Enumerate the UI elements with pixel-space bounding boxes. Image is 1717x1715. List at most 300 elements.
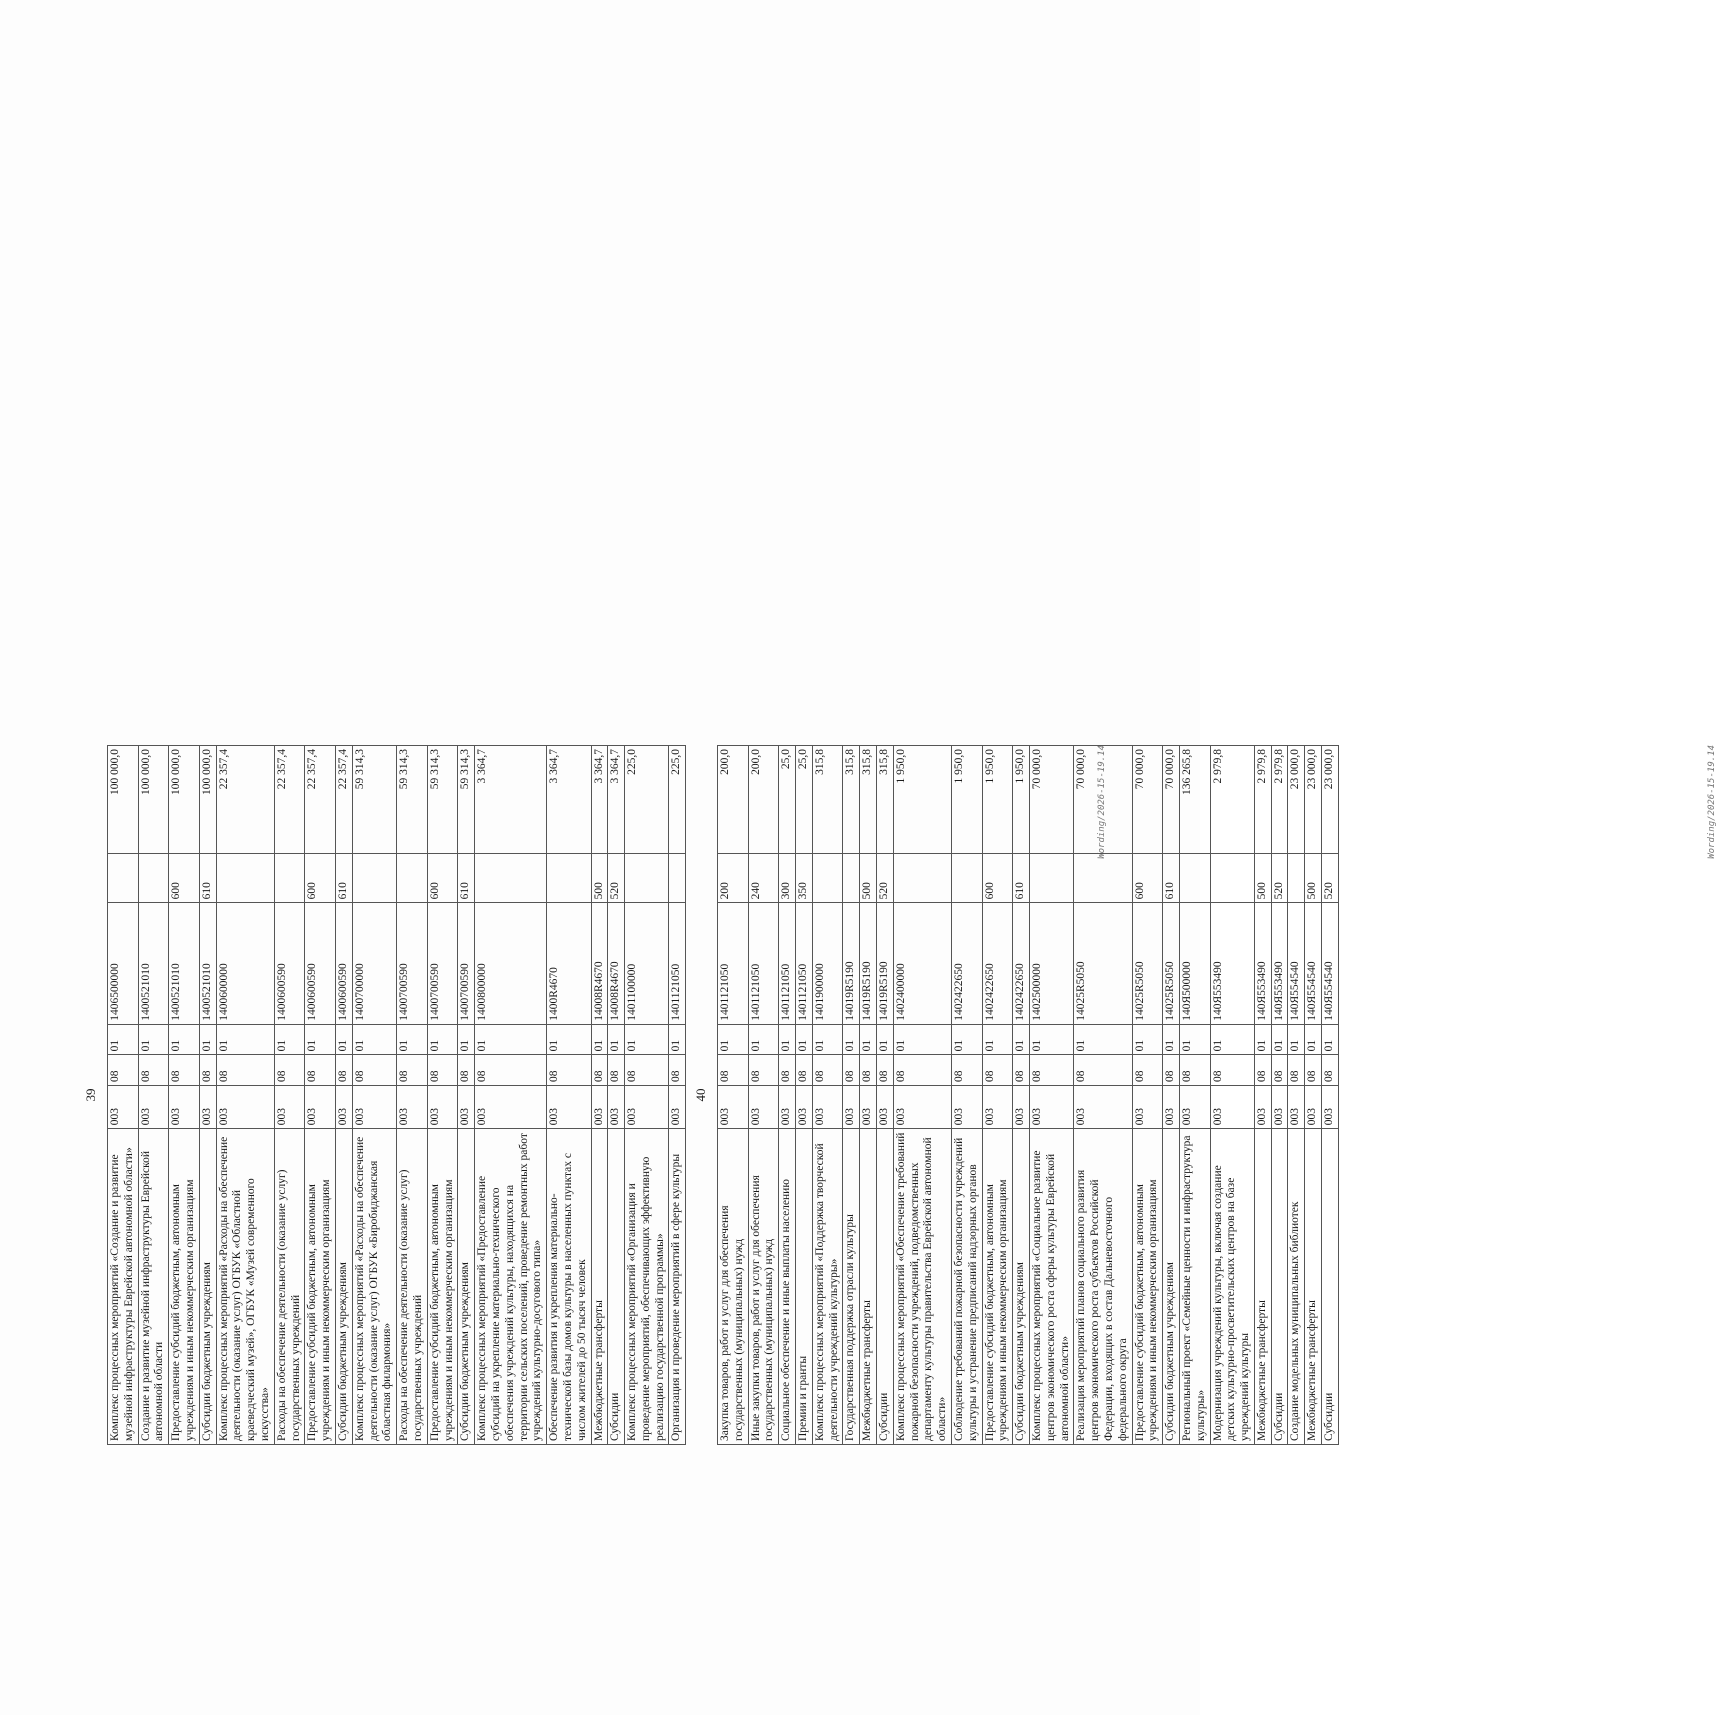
row-subsection-cell: 01	[397, 1024, 428, 1055]
table-row	[427, 746, 458, 1445]
row-expense-type-cell	[138, 853, 169, 903]
row-expense-type-cell: 300	[779, 853, 796, 903]
row-expense-type-cell	[843, 853, 860, 903]
row-expense-type-cell: 500	[1305, 853, 1322, 903]
row-amount-cell: 3 364,7	[475, 746, 547, 854]
row-org-code-cell: 003	[951, 1086, 982, 1129]
row-org-code-cell: 003	[1132, 1086, 1163, 1129]
row-target-article-cell: 1400600590	[274, 903, 305, 1024]
row-section-cell: 08	[274, 1055, 305, 1086]
row-subsection-cell: 01	[335, 1024, 352, 1055]
row-expense-type-cell: 240	[748, 853, 779, 903]
row-subsection-cell: 01	[1322, 1024, 1339, 1055]
document-id-stamp: Wording/2026-15-19.14	[1707, 745, 1717, 859]
table-row	[305, 746, 336, 1445]
row-expense-type-cell	[397, 853, 428, 903]
row-section-cell: 08	[779, 1055, 796, 1086]
row-name-cell: Межбюджетные трансферты	[1254, 1129, 1271, 1445]
row-expense-type-cell: 600	[1132, 853, 1163, 903]
row-org-code-cell: 003	[169, 1086, 200, 1129]
row-target-article-cell: 1400700590	[397, 903, 428, 1024]
row-target-article-cell: 1402500000	[1029, 903, 1073, 1024]
table-row	[812, 746, 843, 1445]
row-subsection-cell: 01	[169, 1024, 200, 1055]
budget-table	[717, 745, 1339, 1445]
table-row	[458, 746, 475, 1445]
row-subsection-cell: 01	[718, 1024, 749, 1055]
row-target-article-cell: 1400600000	[216, 903, 274, 1024]
row-name-cell: Субсидии бюджетным учреждениям	[1013, 1129, 1030, 1445]
row-org-code-cell: 003	[199, 1086, 216, 1129]
row-name-cell: Комплекс процессных мероприятий «Организация и проведение мероприятий, обеспечивающих эффективную реализацию государственной программы»	[625, 1129, 669, 1445]
row-org-code-cell: 003	[718, 1086, 749, 1129]
row-expense-type-cell: 350	[795, 853, 812, 903]
table-row	[843, 746, 860, 1445]
row-target-article-cell: 14019R5190	[860, 903, 877, 1024]
row-name-cell: Государственная поддержка отрасли культуры	[843, 1129, 860, 1445]
row-amount-cell: 25,0	[795, 746, 812, 854]
row-name-cell: Межбюджетные трансферты	[1305, 1129, 1322, 1445]
table-row	[1163, 746, 1180, 1445]
row-org-code-cell: 003	[1013, 1086, 1030, 1129]
row-section-cell: 08	[1029, 1055, 1073, 1086]
row-org-code-cell: 003	[843, 1086, 860, 1129]
row-section-cell: 08	[475, 1055, 547, 1086]
row-section-cell: 08	[352, 1055, 396, 1086]
row-expense-type-cell	[1029, 853, 1073, 903]
row-section-cell: 08	[138, 1055, 169, 1086]
row-name-cell: Предоставление субсидий бюджетным, автономным учреждениям и иным некоммерческим организациям	[1132, 1129, 1163, 1445]
document-id-stamp: Wording/2026-15-19.14	[1097, 745, 1107, 859]
row-org-code-cell: 003	[475, 1086, 547, 1129]
row-name-cell: Премии и гранты	[795, 1129, 812, 1445]
row-amount-cell: 3 364,7	[591, 746, 608, 854]
row-subsection-cell: 01	[591, 1024, 608, 1055]
row-expense-type-cell: 600	[305, 853, 336, 903]
row-section-cell: 08	[812, 1055, 843, 1086]
row-section-cell: 08	[1013, 1055, 1030, 1086]
row-subsection-cell: 01	[860, 1024, 877, 1055]
row-target-article-cell: 1402422650	[982, 903, 1013, 1024]
row-target-article-cell: 1400700000	[352, 903, 396, 1024]
row-section-cell: 08	[1254, 1055, 1271, 1086]
row-target-article-cell: 1402422650	[1013, 903, 1030, 1024]
row-subsection-cell: 01	[779, 1024, 796, 1055]
row-section-cell: 08	[1179, 1055, 1210, 1086]
row-target-article-cell: 1402422650	[951, 903, 982, 1024]
row-org-code-cell: 003	[1254, 1086, 1271, 1129]
row-subsection-cell: 01	[352, 1024, 396, 1055]
row-expense-type-cell	[475, 853, 547, 903]
row-name-cell: Организация и проведение мероприятий в сфере культуры	[669, 1129, 686, 1445]
row-org-code-cell: 003	[591, 1086, 608, 1129]
table-row	[876, 746, 893, 1445]
row-amount-cell: 100 000,0	[199, 746, 216, 854]
row-expense-type-cell	[951, 853, 982, 903]
row-name-cell: Расходы на обеспечение деятельности (оказание услуг) государственных учреждений	[397, 1129, 428, 1445]
row-name-cell: Комплекс процессных мероприятий «Обеспечение требований пожарной безопасности учреждений, подведомственных департаменту культуры правительства Еврейской автономной области»	[893, 1129, 951, 1445]
row-expense-type-cell: 600	[169, 853, 200, 903]
budget-table-body	[718, 746, 1339, 1445]
table-row	[1013, 746, 1030, 1445]
table-row	[274, 746, 305, 1445]
row-expense-type-cell: 520	[608, 853, 625, 903]
row-expense-type-cell	[812, 853, 843, 903]
row-amount-cell: 70 000,0	[1074, 746, 1132, 854]
row-section-cell: 08	[795, 1055, 812, 1086]
row-amount-cell: 70 000,0	[1163, 746, 1180, 854]
row-org-code-cell: 003	[795, 1086, 812, 1129]
row-amount-cell: 100 000,0	[169, 746, 200, 854]
row-section-cell: 08	[1074, 1055, 1132, 1086]
row-section-cell: 08	[625, 1055, 669, 1086]
row-amount-cell: 22 357,4	[216, 746, 274, 854]
row-amount-cell: 1 950,0	[1013, 746, 1030, 854]
row-amount-cell: 22 357,4	[335, 746, 352, 854]
row-amount-cell: 25,0	[779, 746, 796, 854]
row-subsection-cell: 01	[305, 1024, 336, 1055]
row-org-code-cell: 003	[397, 1086, 428, 1129]
table-row	[138, 746, 169, 1445]
row-target-article-cell: 14008R4670	[608, 903, 625, 1024]
table-row	[779, 746, 796, 1445]
table-row	[982, 746, 1013, 1445]
row-name-cell: Субсидии бюджетным учреждениям	[458, 1129, 475, 1445]
row-name-cell: Соблюдение требований пожарной безопасности учреждений культуры и устранение предписаний надзорных органов	[951, 1129, 982, 1445]
row-section-cell: 08	[1210, 1055, 1254, 1086]
row-expense-type-cell	[1288, 853, 1305, 903]
row-target-article-cell: 140Я500000	[1179, 903, 1210, 1024]
row-target-article-cell: 14025R5050	[1074, 903, 1132, 1024]
row-target-article-cell: 1400700590	[427, 903, 458, 1024]
row-org-code-cell: 003	[458, 1086, 475, 1129]
budget-table	[107, 745, 686, 1445]
row-name-cell: Комплекс процессных мероприятий «Создание и развитие музейной инфраструктуры Еврейской автономной области»	[108, 1129, 139, 1445]
row-subsection-cell: 01	[108, 1024, 139, 1055]
row-subsection-cell: 01	[608, 1024, 625, 1055]
row-org-code-cell: 003	[1163, 1086, 1180, 1129]
row-subsection-cell: 01	[748, 1024, 779, 1055]
row-name-cell: Обеспечение развития и укрепления материально-технической базы домов культуры в населенных пунктах с числом жителей до 50 тысяч человек	[547, 1129, 591, 1445]
row-org-code-cell: 003	[138, 1086, 169, 1129]
row-amount-cell: 200,0	[718, 746, 749, 854]
table-row	[1254, 746, 1271, 1445]
row-target-article-cell: 1401121050	[718, 903, 749, 1024]
row-expense-type-cell: 500	[591, 853, 608, 903]
row-section-cell: 08	[1271, 1055, 1288, 1086]
row-amount-cell: 59 314,3	[397, 746, 428, 854]
row-subsection-cell: 01	[1179, 1024, 1210, 1055]
row-section-cell: 08	[305, 1055, 336, 1086]
row-amount-cell: 2 979,8	[1254, 746, 1271, 854]
row-expense-type-cell: 610	[199, 853, 216, 903]
row-target-article-cell: 140Я554540	[1322, 903, 1339, 1024]
row-section-cell: 08	[427, 1055, 458, 1086]
row-subsection-cell: 01	[812, 1024, 843, 1055]
row-subsection-cell: 01	[1132, 1024, 1163, 1055]
row-target-article-cell: 1401121050	[669, 903, 686, 1024]
row-amount-cell: 59 314,3	[458, 746, 475, 854]
row-name-cell: Предоставление субсидий бюджетным, автономным учреждениям и иным некоммерческим организациям	[169, 1129, 200, 1445]
row-target-article-cell: 1401121050	[779, 903, 796, 1024]
row-amount-cell: 100 000,0	[138, 746, 169, 854]
row-org-code-cell: 003	[108, 1086, 139, 1129]
row-section-cell: 08	[1322, 1055, 1339, 1086]
row-amount-cell: 315,8	[860, 746, 877, 854]
row-subsection-cell: 01	[1254, 1024, 1271, 1055]
row-section-cell: 08	[199, 1055, 216, 1086]
row-section-cell: 08	[718, 1055, 749, 1086]
row-org-code-cell: 003	[982, 1086, 1013, 1129]
row-target-article-cell: 14025R5050	[1132, 903, 1163, 1024]
row-subsection-cell: 01	[1029, 1024, 1073, 1055]
row-org-code-cell: 003	[1210, 1086, 1254, 1129]
row-name-cell: Субсидии	[1322, 1129, 1339, 1445]
row-amount-cell: 1 950,0	[982, 746, 1013, 854]
table-row	[951, 746, 982, 1445]
row-section-cell: 08	[982, 1055, 1013, 1086]
row-org-code-cell: 003	[274, 1086, 305, 1129]
row-section-cell: 08	[335, 1055, 352, 1086]
row-section-cell: 08	[397, 1055, 428, 1086]
row-expense-type-cell: 610	[458, 853, 475, 903]
row-amount-cell: 23 000,0	[1322, 746, 1339, 854]
row-subsection-cell: 01	[843, 1024, 860, 1055]
document-page-40	[693, 735, 1717, 1455]
row-target-article-cell: 14019R5190	[843, 903, 860, 1024]
row-amount-cell: 23 000,0	[1305, 746, 1322, 854]
row-expense-type-cell: 520	[876, 853, 893, 903]
budget-table-body	[108, 746, 686, 1445]
row-target-article-cell: 1400R4670	[547, 903, 591, 1024]
row-name-cell: Социальное обеспечение и иные выплаты населению	[779, 1129, 796, 1445]
row-section-cell: 08	[843, 1055, 860, 1086]
row-name-cell: Межбюджетные трансферты	[860, 1129, 877, 1445]
row-amount-cell: 70 000,0	[1132, 746, 1163, 854]
row-name-cell: Комплекс процессных мероприятий «Поддержка творческой деятельности учреждений культуры»	[812, 1129, 843, 1445]
table-row	[718, 746, 749, 1445]
row-org-code-cell: 003	[812, 1086, 843, 1129]
row-subsection-cell: 01	[1013, 1024, 1030, 1055]
row-amount-cell: 136 265,8	[1179, 746, 1210, 854]
row-amount-cell: 3 364,7	[608, 746, 625, 854]
row-subsection-cell: 01	[1210, 1024, 1254, 1055]
table-row	[591, 746, 608, 1445]
table-row	[335, 746, 352, 1445]
row-amount-cell: 200,0	[748, 746, 779, 854]
row-subsection-cell: 01	[1288, 1024, 1305, 1055]
row-org-code-cell: 003	[1271, 1086, 1288, 1129]
row-name-cell: Комплекс процессных мероприятий «Расходы на обеспечение деятельности (оказание услуг) ОГБУК «Областной краеведческий музей», ОГБУК «Музей современного искусства»	[216, 1129, 274, 1445]
row-subsection-cell: 01	[274, 1024, 305, 1055]
table-row	[547, 746, 591, 1445]
row-expense-type-cell: 600	[982, 853, 1013, 903]
table-row	[1210, 746, 1254, 1445]
row-target-article-cell: 1401100000	[625, 903, 669, 1024]
row-org-code-cell: 003	[547, 1086, 591, 1129]
table-row	[1132, 746, 1163, 1445]
row-subsection-cell: 01	[427, 1024, 458, 1055]
row-section-cell: 08	[608, 1055, 625, 1086]
table-row	[1179, 746, 1210, 1445]
row-org-code-cell: 003	[305, 1086, 336, 1129]
row-subsection-cell: 01	[893, 1024, 951, 1055]
row-name-cell: Межбюджетные трансферты	[591, 1129, 608, 1445]
row-name-cell: Субсидии бюджетным учреждениям	[335, 1129, 352, 1445]
table-row	[475, 746, 547, 1445]
row-section-cell: 08	[591, 1055, 608, 1086]
row-target-article-cell: 1400700590	[458, 903, 475, 1024]
row-expense-type-cell	[1179, 853, 1210, 903]
row-name-cell: Субсидии бюджетным учреждениям	[1163, 1129, 1180, 1445]
row-amount-cell: 2 979,8	[1210, 746, 1254, 854]
row-subsection-cell: 01	[547, 1024, 591, 1055]
row-target-article-cell: 140Я554540	[1305, 903, 1322, 1024]
row-amount-cell: 22 357,4	[274, 746, 305, 854]
row-target-article-cell: 140Я554540	[1288, 903, 1305, 1024]
row-section-cell: 08	[951, 1055, 982, 1086]
table-row	[625, 746, 669, 1445]
row-expense-type-cell	[274, 853, 305, 903]
row-expense-type-cell	[216, 853, 274, 903]
page-number: 40	[693, 1088, 708, 1102]
row-name-cell: Закупка товаров, работ и услуг для обеспечения государственных (муниципальных) нужд	[718, 1129, 749, 1445]
row-section-cell: 08	[216, 1055, 274, 1086]
row-target-article-cell: 14008R4670	[591, 903, 608, 1024]
table-row	[795, 746, 812, 1445]
row-expense-type-cell	[1210, 853, 1254, 903]
row-expense-type-cell: 610	[335, 853, 352, 903]
row-expense-type-cell	[1074, 853, 1132, 903]
row-name-cell: Реализация мероприятий планов социального развития центров экономического роста субъектов Российской Федерации, входящих в состав Дальневосточного федерального округа	[1074, 1129, 1132, 1445]
row-target-article-cell: 14025R5050	[1163, 903, 1180, 1024]
row-target-article-cell: 1401900000	[812, 903, 843, 1024]
row-name-cell: Комплекс процессных мероприятий «Предоставление субсидий на укрепление материально-технического обеспечения учреждений культуры, находящихся на территории сельских поселений, проведение ремонтных работ учреждений культурно-досугового типа»	[475, 1129, 547, 1445]
row-target-article-cell: 1400521010	[199, 903, 216, 1024]
table-row	[216, 746, 274, 1445]
row-target-article-cell: 1400521010	[169, 903, 200, 1024]
table-row	[1305, 746, 1322, 1445]
row-org-code-cell: 003	[1179, 1086, 1210, 1129]
row-expense-type-cell: 500	[1254, 853, 1271, 903]
row-section-cell: 08	[1305, 1055, 1322, 1086]
row-org-code-cell: 003	[1322, 1086, 1339, 1129]
row-org-code-cell: 003	[779, 1086, 796, 1129]
row-subsection-cell: 01	[795, 1024, 812, 1055]
row-org-code-cell: 003	[669, 1086, 686, 1129]
row-name-cell: Предоставление субсидий бюджетным, автономным учреждениям и иным некоммерческим организациям	[982, 1129, 1013, 1445]
row-section-cell: 08	[169, 1055, 200, 1086]
row-amount-cell: 22 357,4	[305, 746, 336, 854]
row-name-cell: Создание и развитие музейной инфраструктуры Еврейской автономной области	[138, 1129, 169, 1445]
table-row	[893, 746, 951, 1445]
row-name-cell: Предоставление субсидий бюджетным, автономным учреждениям и иным некоммерческим организациям	[427, 1129, 458, 1445]
row-section-cell: 08	[669, 1055, 686, 1086]
table-row	[608, 746, 625, 1445]
row-amount-cell: 70 000,0	[1029, 746, 1073, 854]
row-subsection-cell: 01	[876, 1024, 893, 1055]
row-name-cell: Региональный проект «Семейные ценности и инфраструктура культуры»	[1179, 1129, 1210, 1445]
row-target-article-cell: 140Я553490	[1254, 903, 1271, 1024]
row-subsection-cell: 01	[1305, 1024, 1322, 1055]
row-section-cell: 08	[876, 1055, 893, 1086]
table-row	[108, 746, 139, 1445]
row-expense-type-cell: 200	[718, 853, 749, 903]
row-section-cell: 08	[860, 1055, 877, 1086]
row-section-cell: 08	[108, 1055, 139, 1086]
row-subsection-cell: 01	[138, 1024, 169, 1055]
row-org-code-cell: 003	[1074, 1086, 1132, 1129]
row-subsection-cell: 01	[669, 1024, 686, 1055]
row-subsection-cell: 01	[475, 1024, 547, 1055]
row-org-code-cell: 003	[860, 1086, 877, 1129]
row-subsection-cell: 01	[199, 1024, 216, 1055]
row-name-cell: Субсидии	[1271, 1129, 1288, 1445]
row-org-code-cell: 003	[893, 1086, 951, 1129]
row-amount-cell: 59 314,3	[427, 746, 458, 854]
row-name-cell: Модернизация учреждений культуры, включая создание детских культурно-просветительских центров на базе учреждений культуры	[1210, 1129, 1254, 1445]
row-name-cell: Субсидии бюджетным учреждениям	[199, 1129, 216, 1445]
row-org-code-cell: 003	[625, 1086, 669, 1129]
row-section-cell: 08	[1163, 1055, 1180, 1086]
row-section-cell: 08	[458, 1055, 475, 1086]
row-subsection-cell: 01	[1163, 1024, 1180, 1055]
row-org-code-cell: 003	[1288, 1086, 1305, 1129]
row-expense-type-cell: 500	[860, 853, 877, 903]
table-row	[1271, 746, 1288, 1445]
row-expense-type-cell	[625, 853, 669, 903]
row-expense-type-cell	[893, 853, 951, 903]
row-amount-cell: 100 000,0	[108, 746, 139, 854]
row-section-cell: 08	[547, 1055, 591, 1086]
row-name-cell: Предоставление субсидий бюджетным, автономным учреждениям и иным некоммерческим организациям	[305, 1129, 336, 1445]
table-row	[199, 746, 216, 1445]
row-expense-type-cell: 610	[1163, 853, 1180, 903]
table-row	[860, 746, 877, 1445]
row-amount-cell: 1 950,0	[951, 746, 982, 854]
row-target-article-cell: 1406500000	[108, 903, 139, 1024]
row-target-article-cell: 14019R5190	[876, 903, 893, 1024]
row-amount-cell: 225,0	[625, 746, 669, 854]
row-amount-cell: 315,8	[843, 746, 860, 854]
row-org-code-cell: 003	[748, 1086, 779, 1129]
row-amount-cell: 1 950,0	[893, 746, 951, 854]
row-name-cell: Комплекс процессных мероприятий «Расходы на обеспечение деятельности (оказание услуг) ОГБУК «Биробиджанская областная филармония»	[352, 1129, 396, 1445]
row-expense-type-cell: 610	[1013, 853, 1030, 903]
table-row	[1322, 746, 1339, 1445]
row-org-code-cell: 003	[335, 1086, 352, 1129]
row-name-cell: Комплекс процессных мероприятий «Социальное развитие центров экономического роста сферы культуры Еврейской автономной области»	[1029, 1129, 1073, 1445]
row-org-code-cell: 003	[427, 1086, 458, 1129]
row-amount-cell: 225,0	[669, 746, 686, 854]
page-number: 39	[83, 1088, 98, 1102]
row-section-cell: 08	[893, 1055, 951, 1086]
row-target-article-cell: 1400600590	[305, 903, 336, 1024]
row-name-cell: Расходы на обеспечение деятельности (оказание услуг) государственных учреждений	[274, 1129, 305, 1445]
row-org-code-cell: 003	[608, 1086, 625, 1129]
row-subsection-cell: 01	[1271, 1024, 1288, 1055]
row-org-code-cell: 003	[876, 1086, 893, 1129]
row-amount-cell: 2 979,8	[1271, 746, 1288, 854]
row-target-article-cell: 1402400000	[893, 903, 951, 1024]
row-amount-cell: 3 364,7	[547, 746, 591, 854]
table-row	[169, 746, 200, 1445]
table-row	[748, 746, 779, 1445]
table-row	[352, 746, 396, 1445]
row-target-article-cell: 1401121050	[748, 903, 779, 1024]
row-section-cell: 08	[1132, 1055, 1163, 1086]
row-expense-type-cell	[108, 853, 139, 903]
